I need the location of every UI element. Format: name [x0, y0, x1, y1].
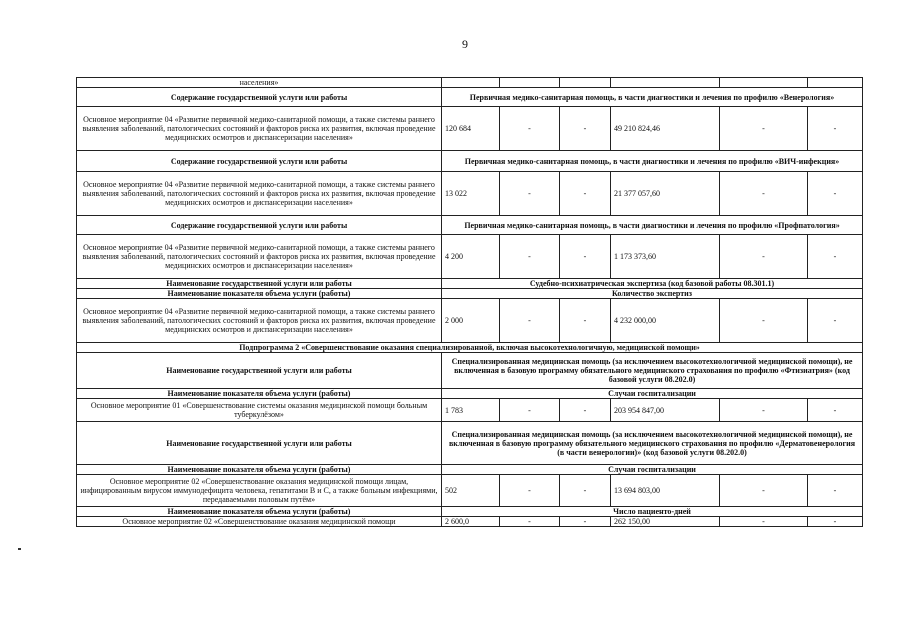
page-number: 9 [462, 37, 468, 51]
volume-value: 4 200 [442, 235, 500, 279]
row-header-content: Число пациенто-дней [442, 507, 863, 517]
column-2-value: - [500, 107, 560, 151]
column-2-value: - [500, 172, 560, 216]
column-2-value: - [500, 475, 560, 507]
funding-amount: 13 694 803,00 [611, 475, 720, 507]
column-6-value: - [808, 172, 863, 216]
table-row [77, 507, 863, 517]
column-3-value: - [560, 517, 611, 527]
volume-value: 2 600,0 [442, 517, 500, 527]
funding-amount: 4 232 000,00 [611, 299, 720, 343]
row-description: Основное мероприятие 04 «Развитие первичной медико-санитарной помощи, а также системы раннего выявления заболеваний, патологических состояний и факторов риска их развития, включая проведение медицинских осмотров и диспансеризации населения» [77, 299, 442, 343]
column-2-value: - [500, 517, 560, 527]
subprogram-title: Подпрограмма 2 «Совершенствование оказания специализированной, включая высокотехнологичную, медицинской помощи» [77, 343, 863, 353]
table-row [77, 299, 863, 343]
funding-amount: 262 150,00 [611, 517, 720, 527]
row-header-content: Количество экспертиз [442, 289, 863, 299]
row-description: Основное мероприятие 04 «Развитие первичной медико-санитарной помощи, а также системы раннего выявления заболеваний, патологических состояний и факторов риска их развития, включая проведение медицинских осмотров и диспансеризации населения» [77, 172, 442, 216]
table-row [77, 517, 863, 527]
row-description: Основное мероприятие 02 «Совершенствование оказания медицинской помощи [77, 517, 442, 527]
row-description: Основное мероприятие 04 «Развитие первичной медико-санитарной помощи, а также системы раннего выявления заболеваний, патологических состояний и факторов риска их развития, включая проведение медицинских осмотров и диспансеризации населения» [77, 107, 442, 151]
volume-value: 120 684 [442, 107, 500, 151]
column-2-value: - [500, 235, 560, 279]
scan-mark [18, 548, 21, 550]
column-5-value: - [720, 172, 808, 216]
table-row [77, 475, 863, 507]
column-6-value: - [808, 299, 863, 343]
row-header-label: Наименование показателя объема услуги (работы) [77, 289, 442, 299]
column-2-value: - [500, 299, 560, 343]
column-5-value: - [720, 399, 808, 422]
column-3-value: - [560, 172, 611, 216]
column-3-value: - [560, 235, 611, 279]
column-6-value: - [808, 399, 863, 422]
column-5-value: - [720, 517, 808, 527]
table-row [77, 235, 863, 279]
row-header-content: Специализированная медицинская помощь (за исключением высокотехнологичной медицинской помощи), не включенная в базовую программу обязательного медицинского страхования по профилю «Дерматовенерология (в части венерологии)» (код базовой услуги 08.202.0) [442, 422, 863, 465]
table-row [77, 151, 863, 172]
table-row [77, 107, 863, 151]
column-3-value: - [560, 475, 611, 507]
table-row [77, 465, 863, 475]
table-row [77, 399, 863, 422]
row-header-label: Наименование показателя объема услуги (работы) [77, 465, 442, 475]
column-6-value: - [808, 475, 863, 507]
row-description: Основное мероприятие 01 «Совершенствование системы оказания медицинской помощи больным туберкулёзом» [77, 399, 442, 422]
column-3-value: - [560, 107, 611, 151]
column-6-value: - [808, 235, 863, 279]
column-5-value [720, 78, 808, 88]
row-header-label: Содержание государственной услуги или работы [77, 88, 442, 107]
table-row [77, 289, 863, 299]
column-3-value [560, 78, 611, 88]
column-5-value: - [720, 299, 808, 343]
row-header-content: Случаи госпитализации [442, 389, 863, 399]
row-header-label: Наименование показателя объема услуги (работы) [77, 507, 442, 517]
row-header-label: Наименование показателя объема услуги (работы) [77, 389, 442, 399]
column-5-value: - [720, 107, 808, 151]
row-header-label: Содержание государственной услуги или работы [77, 151, 442, 172]
table-row [77, 343, 863, 353]
volume-value: 13 022 [442, 172, 500, 216]
row-header-content: Первичная медико-санитарная помощь, в части диагностики и лечения по профилю «Профпатология» [442, 216, 863, 235]
row-header-content: Специализированная медицинская помощь (за исключением высокотехнологичной медицинской помощи), не включенная в базовую программу обязательного медицинского страхования по профилю «Фтизиатрия» (код базовой услуги 08.202.0) [442, 353, 863, 389]
table-row [77, 216, 863, 235]
column-2-value [500, 78, 560, 88]
row-description: Основное мероприятие 04 «Развитие первичной медико-санитарной помощи, а также системы раннего выявления заболеваний, патологических состояний и факторов риска их развития, включая проведение медицинских осмотров и диспансеризации населения» [77, 235, 442, 279]
funding-amount: 21 377 057,60 [611, 172, 720, 216]
table-row [77, 172, 863, 216]
column-6-value [808, 78, 863, 88]
row-header-content: Первичная медико-санитарная помощь, в части диагностики и лечения по профилю «ВИЧ-инфекция» [442, 151, 863, 172]
row-description: населения» [77, 78, 442, 88]
volume-value: 2 000 [442, 299, 500, 343]
table-row [77, 78, 863, 88]
column-5-value: - [720, 235, 808, 279]
column-3-value: - [560, 299, 611, 343]
services-table [76, 77, 863, 527]
row-header-content: Судебно-психиатрическая экспертиза (код базовой работы 08.301.1) [442, 279, 863, 289]
table-row [77, 88, 863, 107]
table-row [77, 389, 863, 399]
funding-amount: 49 210 824,46 [611, 107, 720, 151]
column-2-value: - [500, 399, 560, 422]
row-header-content: Случаи госпитализации [442, 465, 863, 475]
row-header-content: Первичная медико-санитарная помощь, в части диагностики и лечения по профилю «Венерология» [442, 88, 863, 107]
column-3-value: - [560, 399, 611, 422]
table-row [77, 279, 863, 289]
row-header-label: Наименование государственной услуги или работы [77, 422, 442, 465]
column-5-value: - [720, 475, 808, 507]
row-header-label: Содержание государственной услуги или работы [77, 216, 442, 235]
row-header-label: Наименование государственной услуги или работы [77, 353, 442, 389]
column-6-value: - [808, 517, 863, 527]
table-row [77, 353, 863, 389]
table-row [77, 422, 863, 465]
column-6-value: - [808, 107, 863, 151]
funding-amount: 203 954 847,00 [611, 399, 720, 422]
funding-amount: 1 173 373,60 [611, 235, 720, 279]
volume-value: 1 783 [442, 399, 500, 422]
volume-value [442, 78, 500, 88]
row-header-label: Наименование государственной услуги или работы [77, 279, 442, 289]
volume-value: 502 [442, 475, 500, 507]
row-description: Основное мероприятие 02 «Совершенствование оказания медицинской помощи лицам, инфицированным вирусом иммунодефицита человека, гепатитами В и С, а также больным инфекциями, передаваемыми половым путём» [77, 475, 442, 507]
funding-amount [611, 78, 720, 88]
